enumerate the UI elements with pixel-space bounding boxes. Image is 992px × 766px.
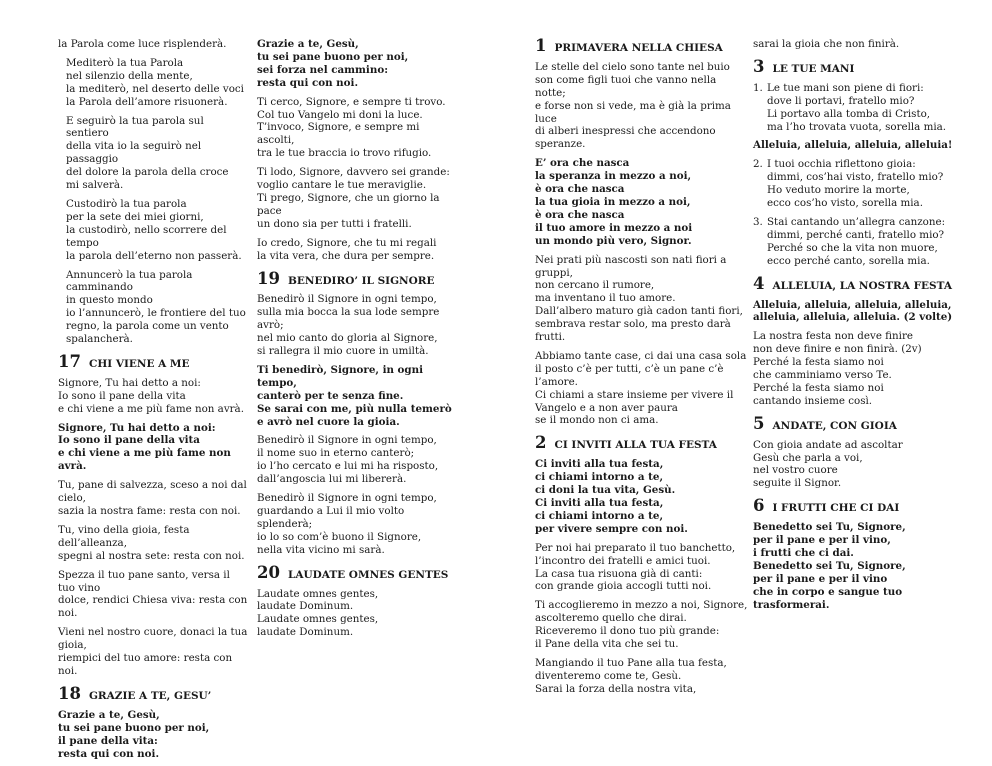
- verse-text: Spezza il tuo pane santo, versa il tuo vino dolce, rendici Chiesa viva: resta con noi.: [58, 568, 248, 620]
- verse-text: Abbiamo tante case, ci dai una casa sola il posto c’è per tutti, c’è un pane c’è l’amore. Ci chiami a stare insieme per vivere il Vangelo e a non aver paura se il mondo non ci ama.: [535, 349, 747, 427]
- verse-text: La nostra festa non deve finire non deve finire e non finirà. (2v) Perché la festa siamo noi che camminiamo verso Te. Perché la festa siamo noi cantando insieme così.: [753, 330, 922, 407]
- song-title: LAUDATE OMNES GENTES: [287, 568, 449, 581]
- song-number: 19: [257, 268, 280, 288]
- song-heading-3: [753, 56, 968, 76]
- verse-text: Benedirò il Signore in ogni tempo, il nome suo in eterno canterò; io l’ho cercato e lui mi ha risposto, dall’angoscia lui mi libererà.: [257, 434, 439, 486]
- verse-text: Custodirò la tua parola per la sete dei miei giorni, la custodirò, nello scorrere del tempo la parola dell’eterno non passerà.: [66, 197, 242, 262]
- song-number: 20: [257, 562, 280, 582]
- song-title: LE TUE MANI: [772, 62, 855, 75]
- verse-text: Mangiando il tuo Pane alla tua festa, diventeremo come te, Gesù. Sarai la forza della nostra vita,: [535, 656, 727, 695]
- refrain-text: Grazie a te, Gesù, tu sei pane buono per noi, il pane della vita: resta qui con noi.: [58, 708, 210, 760]
- song-title: PRIMAVERA NELLA CHIESA: [554, 42, 723, 54]
- verse-text: Tu, vino della gioia, festa dell’alleanza, spegni al nostra sete: resta con noi.: [58, 523, 245, 562]
- verse-number: 2.: [753, 158, 763, 171]
- verse-number: 3.: [753, 215, 763, 228]
- song-title: BENEDIRO’ IL SIGNORE: [287, 274, 435, 287]
- verse-text: Vieni nel nostro cuore, donaci la tua gioia, riempici del tuo amore: resta con noi.: [58, 626, 248, 677]
- refrain-text: Benedetto sei Tu, Signore, per il pane e per il vino, i frutti che ci dai. Benedetto sei Tu, Signore, per il pane e per il vino che in corpo e sangue tuo trasformerai.: [753, 521, 906, 611]
- verse-text: Le tue mani son piene di fiori: dove li portavi, fratello mio? Li portavo alla tomba di Cristo, ma l’ho trovata vuota, sorella mia.: [767, 81, 947, 133]
- song-heading-6: [753, 496, 968, 516]
- verse-text: Signore, Tu hai detto a noi: Io sono il pane della vita e chi viene a me più fame non avrà.: [58, 376, 244, 415]
- refrain-text: Alleluia, alleluia, alleluia, alleluia!: [753, 139, 953, 152]
- verse-text: Ti accoglieremo in mezzo a noi, Signore, ascolteremo quello che dirai. Riceveremo il dono tuo più grande: il Pane della vita che sei tu.: [535, 599, 748, 651]
- song-heading-17: [58, 351, 248, 371]
- song-heading-18: [58, 683, 248, 703]
- refrain-text: Ci inviti alla tua festa, ci chiami intorno a te, ci doni la tua vita, Gesù. Ci inviti alla tua festa, ci chiami intorno a te, per vivere sempre con noi.: [535, 458, 688, 535]
- verse-text: I tuoi occhia riflettono gioia: dimmi, cos’hai visto, fratello mio? Ho veduto morire la morte, ecco cos’ho visto, sorella mia.: [767, 158, 944, 210]
- song-number: 6: [753, 496, 765, 516]
- song-number: 3: [753, 56, 765, 76]
- verse-text: Per noi hai preparato il tuo banchetto, l’incontro dei fratelli e amici tuoi. La casa tua risuona già di canti: con grande gioia accogli tutti noi.: [535, 541, 736, 593]
- song-title: I FRUTTI CHE CI DAI: [772, 502, 900, 515]
- song-title: CHI VIENE A ME: [88, 357, 190, 370]
- song-number: 5: [753, 413, 765, 433]
- song-number: 18: [58, 683, 81, 703]
- column-2: [257, 38, 457, 645]
- verse-text: Le stelle del cielo sono tante nel buio son come figli tuoi che vanno nella notte; e forse non si vede, ma è già la prima luce di alberi inespressi che accendono speranze.: [535, 60, 731, 151]
- song-heading-20: [257, 562, 457, 582]
- verse-text: E seguirò la tua parola sul sentiero della vita io la seguirò nel passaggio del dolore la parola della croce mi salverà.: [66, 114, 229, 192]
- column-1: [58, 38, 248, 766]
- song-title: GRAZIE A TE, GESU’: [88, 689, 212, 702]
- song-heading-5: [753, 413, 968, 433]
- verse-text: la Parola come luce risplenderà.: [58, 38, 227, 50]
- verse-text: Nei prati più nascosti son nati fiori a gruppi, non cercano il rumore, ma inventano il tuo amore. Dall’albero maturo già cadon tanti fiori, sembrava restar solo, ma presto darà frutti.: [535, 253, 743, 344]
- refrain-text: Signore, Tu hai detto a noi: Io sono il pane della vita e chi viene a me più fame non avrà.: [58, 421, 231, 473]
- song-number: 17: [58, 351, 81, 371]
- verse-text: Benedirò il Signore in ogni tempo, sulla mia bocca la sua lode sempre avrò; nel mio canto do gloria al Signore, si rallegra il mio cuore in umiltà.: [257, 293, 440, 358]
- refrain-text: Ti benedirò, Signore, in ogni tempo, canterò per te senza fine. Se sarai con me, più nulla temerò e avrò nel cuore la gioia.: [257, 363, 452, 428]
- song-heading-2: [535, 433, 750, 453]
- verse-text: Con gioia andate ad ascoltar Gesù che parla a voi, nel vostro cuore seguite il Signor.: [753, 438, 903, 490]
- column-3: [535, 38, 750, 702]
- refrain-text: Alleluia, alleluia, alleluia, alleluia, alleluia, alleluia, alleluia. (2 volte): [753, 298, 953, 324]
- numbered-verse: [753, 82, 968, 134]
- song-title: ALLELUIA, LA NOSTRA FESTA: [772, 279, 953, 292]
- song-heading-19: [257, 268, 457, 288]
- song-title: CI INVITI ALLA TUA FESTA: [554, 439, 717, 452]
- song-number: 1: [535, 36, 547, 55]
- verse-text: Ti lodo, Signore, davvero sei grande: voglio cantare le tue meraviglie. Ti prego, Signore, che un giorno la pace un dono sia per tutti i fratelli.: [257, 166, 450, 230]
- column-4: [753, 38, 968, 618]
- verse-text: Tu, pane di salvezza, sceso a noi dal cielo, sazia la nostra fame: resta con noi.: [58, 479, 247, 517]
- verse-text: Ti cerco, Signore, e sempre ti trovo. Col tuo Vangelo mi doni la luce. T’invoco, Signore, e sempre mi ascolti, tra le tue braccia io trovo rifugio.: [257, 95, 446, 160]
- song-number: 4: [753, 273, 765, 293]
- verse-text: Io credo, Signore, che tu mi regali la vita vera, che dura per sempre.: [257, 236, 437, 262]
- numbered-verse: [753, 216, 968, 268]
- song-heading-4: [753, 273, 968, 293]
- verse-text: Stai cantando un’allegra canzone: dimmi, perché canti, fratello mio? Perché so che la vita non muore, ecco perché canto, sorella mia.: [767, 215, 946, 267]
- song-number: 2: [535, 433, 547, 453]
- song-heading-1: [535, 36, 750, 55]
- verse-text: Mediterò la tua Parola nel silenzio della mente, la mediterò, nel deserto delle voci la Parola dell’amore risuonerà.: [66, 56, 244, 108]
- verse-text: sarai la gioia che non finirà.: [753, 38, 900, 50]
- refrain-text: E’ ora che nasca la speranza in mezzo a noi, è ora che nasca la tua gioia in mezzo a noi, è ora che nasca il tuo amore in mezzo a noi un mondo più vero, Signor.: [535, 157, 693, 247]
- verse-number: 1.: [753, 81, 763, 94]
- verse-text: Laudate omnes gentes, laudate Dominum. Laudate omnes gentes, laudate Dominum.: [257, 587, 379, 639]
- verse-text: Annuncerò la tua parola camminando in questo mondo io l’annuncerò, le frontiere del tuo regno, la parola come un vento spalancherà.: [66, 268, 246, 346]
- numbered-verse: [753, 158, 968, 210]
- song-title: ANDATE, CON GIOIA: [772, 419, 897, 432]
- verse-text: Benedirò il Signore in ogni tempo, guardando a Lui il mio volto splenderà; io lo so com’è buono il Signore, nella vita vicino mi sarà.: [257, 492, 437, 556]
- refrain-text: Grazie a te, Gesù, tu sei pane buono per noi, sei forza nel cammino: resta qui con noi.: [257, 38, 409, 89]
